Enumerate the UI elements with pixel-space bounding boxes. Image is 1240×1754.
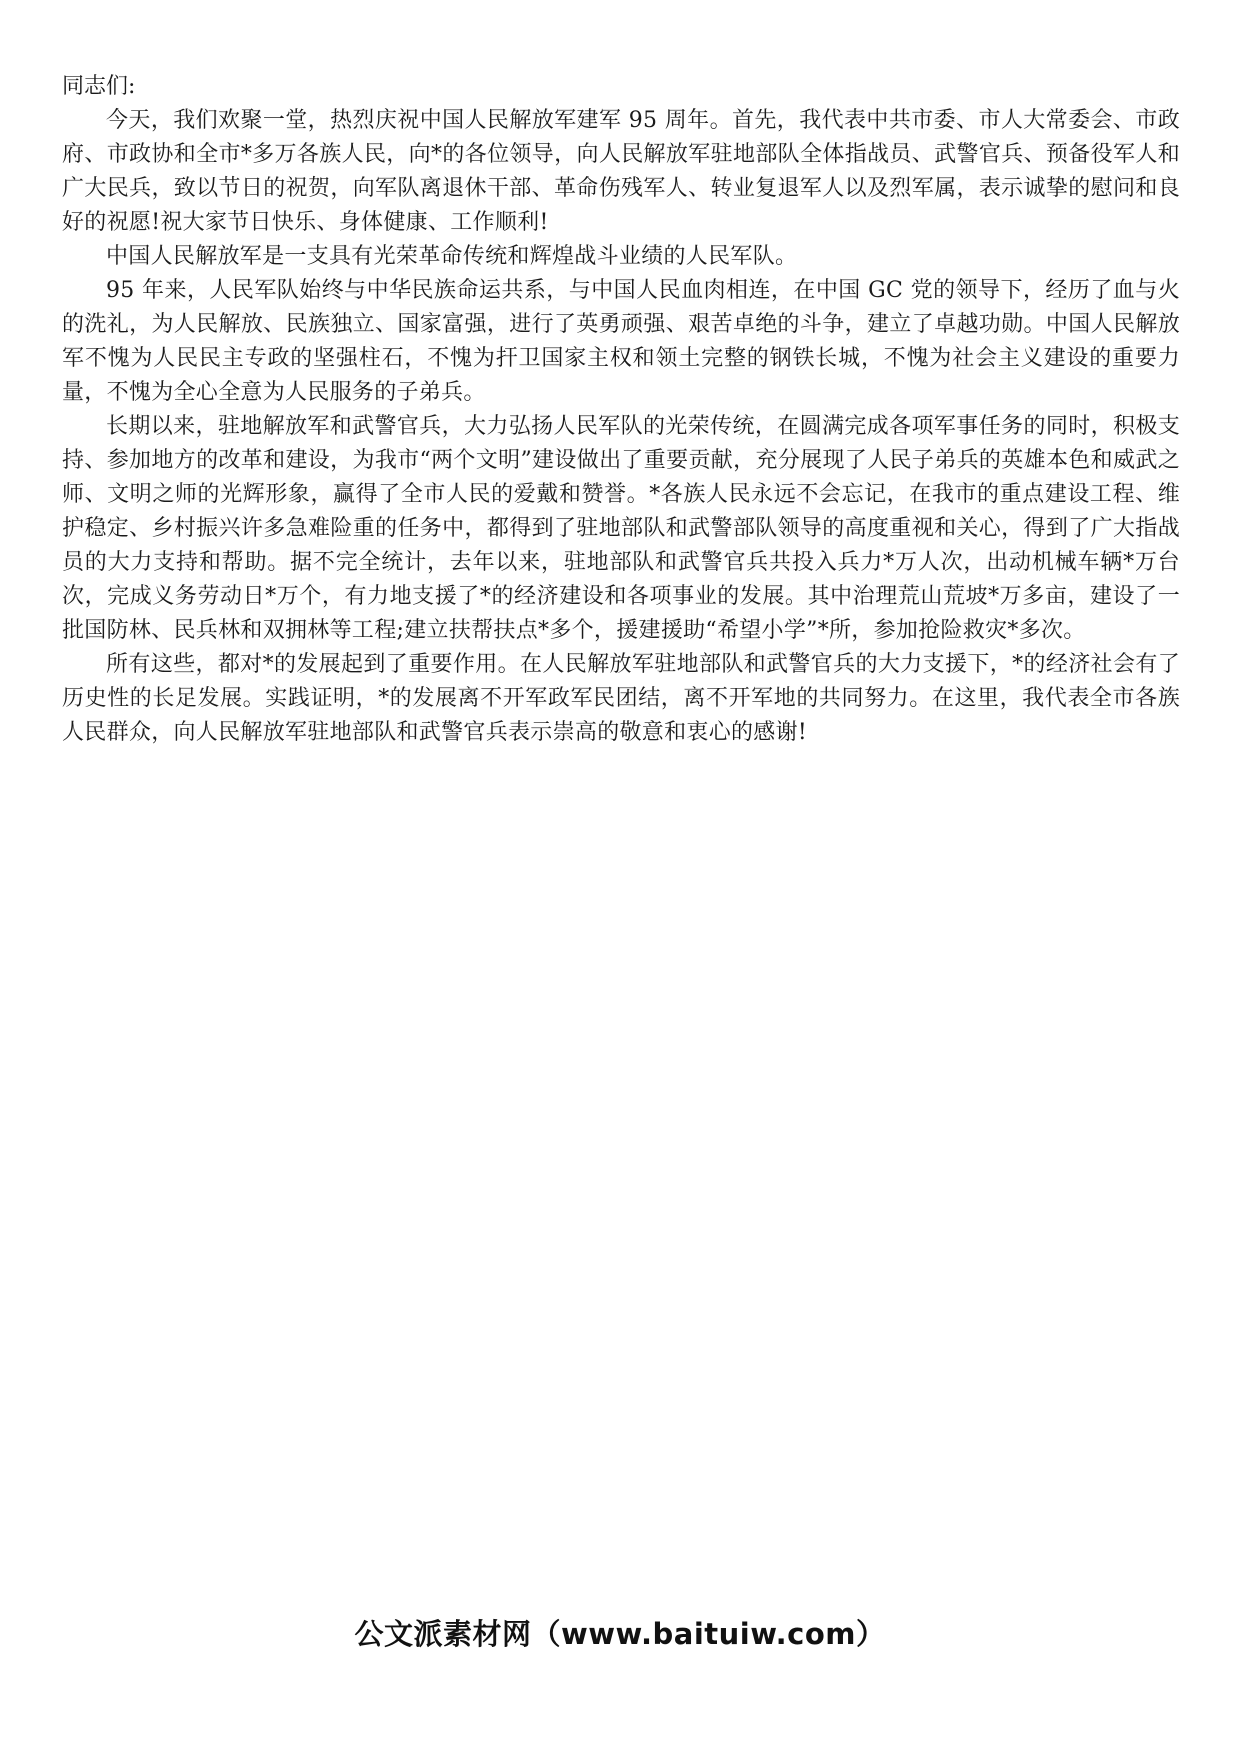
paragraph-contributions: 长期以来，驻地解放军和武警官兵，大力弘扬人民军队的光荣传统，在圆满完成各项军事任务的同时，积极支持、参加地方的改革和建设，为我市“两个文明”建设做出了重要贡献，充分展现了人民子弟兵的英雄本色和威武之师、文明之师的光辉形象，赢得了全市人民的爱戴和赞誉。*各族人民永远不会忘记，在我市的重点建设工程、维护稳定、乡村振兴许多急难险重的任务中，都得到了驻地部队和武警部队领导的高度重视和关心，得到了广大指战员的大力支持和帮助。据不完全统计，去年以来，驻地部队和武警官兵共投入兵力*万人次，出动机械车辆*万台次，完成义务劳动日*万个，有力地支援了*的经济建设和各项事业的发展。其中治理荒山荒坡*万多亩，建设了一批国防林、民兵林和双拥林等工程;建立扶帮扶点*多个，援建援助“希望小学”*所，参加抢险救灾*多次。 — [62, 414, 1180, 643]
document-body — [62, 70, 1180, 750]
paragraph-history: 95 年来，人民军队始终与中华民族命运共系，与中国人民血肉相连，在中国 GC 党的领导下，经历了血与火的洗礼，为人民解放、民族独立、国家富强，进行了英勇顽强、艰苦卓绝的斗争，建立了卓越功勋。中国人民解放军不愧为人民民主专政的坚强柱石，不愧为扞卫国家主权和领土完整的钢铁长城，不愧为社会主义建设的重要力量，不愧为全心全意为人民服务的子弟兵。 — [62, 278, 1180, 405]
salutation: 同志们: — [62, 74, 136, 99]
paragraph-greeting: 今天，我们欢聚一堂，热烈庆祝中国人民解放军建军 95 周年。首先，我代表中共市委、市人大常委会、市政府、市政协和全市*多万各族人民，向*的各位领导，向人民解放军驻地部队全体指战员、武警官兵、预备役军人和广大民兵，致以节日的祝贺，向军队离退休干部、革命伤残军人、转业复退军人以及烈军属，表示诚挚的慰问和良好的祝愿!祝大家节日快乐、身体健康、工作顺利! — [62, 108, 1180, 235]
paragraph-intro: 中国人民解放军是一支具有光荣革命传统和辉煌战斗业绩的人民军队。 — [106, 244, 798, 269]
footer-watermark: 公文派素材网（www.baituiw.com） — [354, 1617, 886, 1651]
paragraph-thanks: 所有这些，都对*的发展起到了重要作用。在人民解放军驻地部队和武警官兵的大力支援下，*的经济社会有了历史性的长足发展。实践证明，*的发展离不开军政军民团结，离不开军地的共同努力。在这里，我代表全市各族人民群众，向人民解放军驻地部队和武警官兵表示崇高的敬意和衷心的感谢! — [62, 652, 1180, 745]
